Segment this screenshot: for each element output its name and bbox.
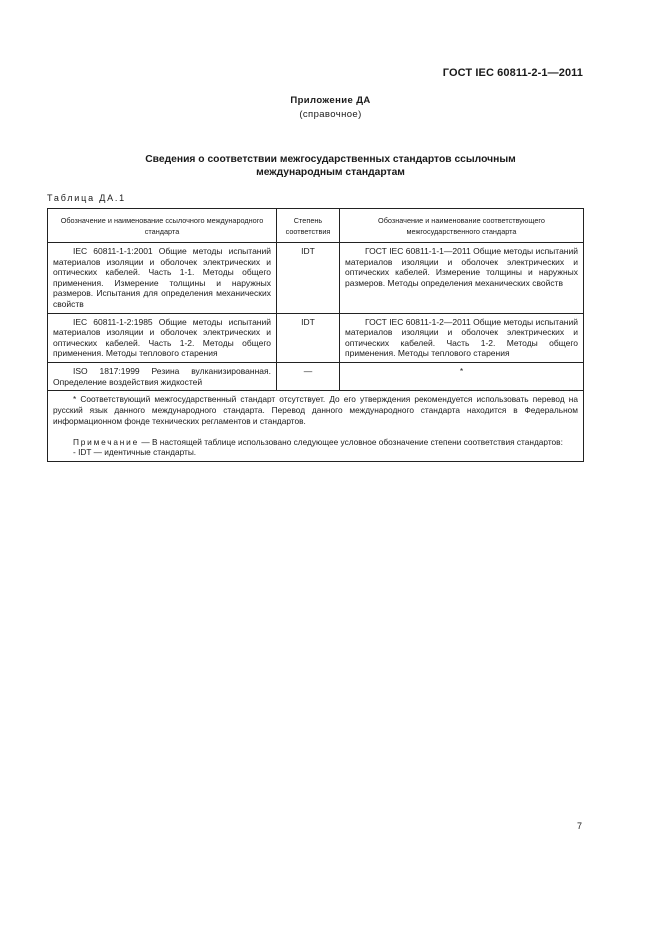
footnote: * Соответствующий межгосударственный стандарт отсутствует. До его утверждения рекомендуется использовать перевод на русский язык данного международного стандарта. Перевод данного международного стандарта находится в Федеральном информационном фонде технических регламентов и стандартов. — [53, 394, 578, 426]
page-number: 7 — [576, 821, 582, 831]
note — [53, 437, 578, 448]
cell-national: ГОСТ IEC 60811-1-1—2011 Общие методы испытаний материалов изоляции и оболочек электрических и оптических кабелей. Измерение толщины и наружных размеров. Методы определения механических свойств — [340, 243, 584, 314]
document-code: ГОСТ IEC 60811-2-1—2011 — [442, 67, 583, 79]
section-heading — [90, 153, 571, 179]
cell-international: ISO 1817:1999 Резина вулканизированная. Определение воздействия жидкостей — [48, 362, 277, 390]
table-caption: Таблица ДА.1 — [47, 193, 126, 203]
header-international-standard: Обозначение и наименование ссылочного международного стандарта — [48, 209, 277, 243]
heading-line-1: Сведения о соответствии межгосударственных стандартов ссылочным — [145, 154, 516, 165]
heading-line-2: международным стандартам — [256, 167, 405, 178]
table-row — [48, 362, 584, 390]
note-item: - IDT — идентичные стандарты. — [73, 447, 197, 458]
cell-degree: IDT — [277, 243, 340, 314]
cell-national: ГОСТ IEC 60811-1-2—2011 Общие методы испытаний материалов изоляции и оболочек электрических и оптических кабелей. Часть 1-2. Методы общего применения. Методы теплового старения — [340, 313, 584, 362]
annex-title: Приложение ДА — [290, 95, 371, 106]
table-header-row — [48, 209, 584, 243]
table-notes — [48, 391, 584, 462]
annex-subtitle: (справочное) — [299, 109, 362, 120]
cell-degree: IDT — [277, 313, 340, 362]
table-row — [48, 313, 584, 362]
table-row — [48, 243, 584, 314]
note-text: — В настоящей таблице использовано следующее условное обозначение степени соответствия стандартов: — [141, 436, 563, 447]
cell-international: IEC 60811-1-2:1985 Общие методы испытаний материалов изоляции и оболочек электрических и оптических кабелей. Часть 1-2. Методы общего применения. Методы теплового старения — [48, 313, 277, 362]
note-label: Примечание — [73, 436, 140, 447]
cell-international: IEC 60811-1-1:2001 Общие методы испытаний материалов изоляции и оболочек электрических и оптических кабелей. Часть 1-1. Методы общего применения. Измерение толщины и наружных размеров. Испытания для определения механических свойств — [48, 243, 277, 314]
header-national-standard: Обозначение и наименование соответствующего межгосударственного стандарта — [340, 209, 584, 243]
correspondence-table — [47, 208, 584, 462]
cell-national: * — [340, 362, 584, 390]
annex-block — [0, 94, 661, 122]
header-degree: Степень соответствия — [277, 209, 340, 243]
cell-degree: — — [277, 362, 340, 390]
table-notes-row — [48, 391, 584, 462]
